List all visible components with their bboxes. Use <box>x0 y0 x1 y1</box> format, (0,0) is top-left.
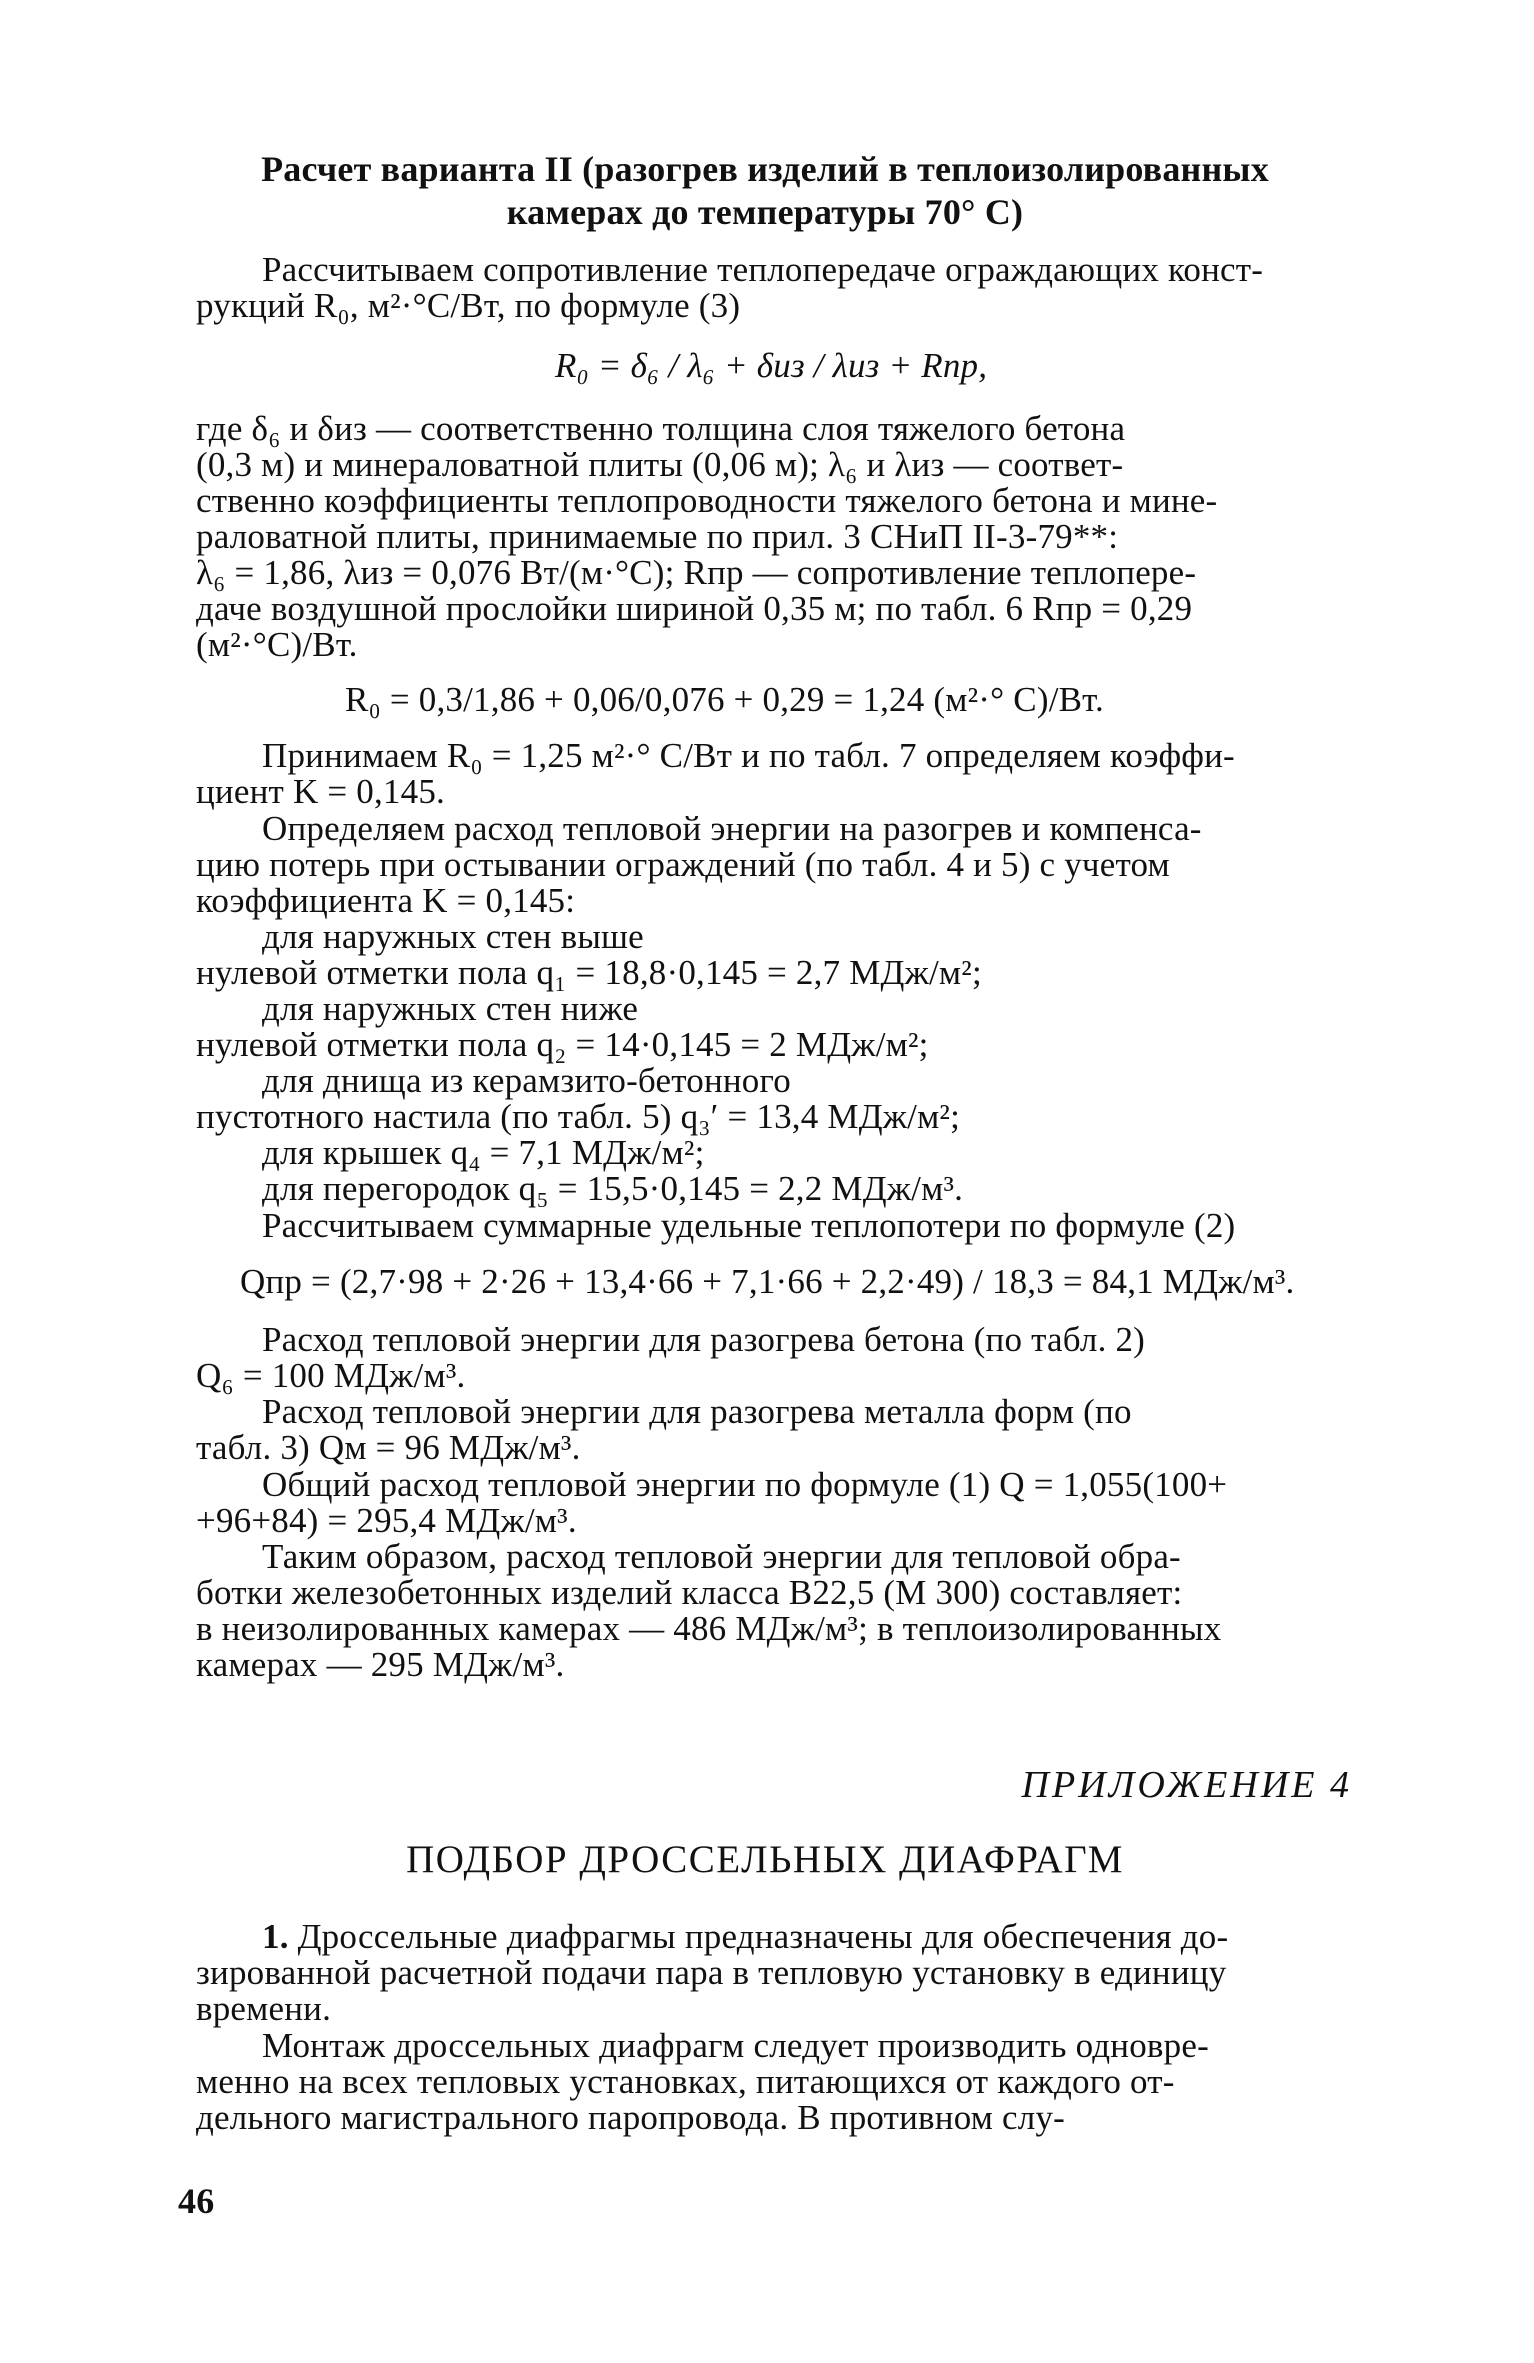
paragraph-line: +96+84) = 295,4 МДж/м³. <box>196 1501 577 1540</box>
paragraph-line: в неизолированных камерах — 486 МДж/м³; в теплоизолированных <box>196 1609 1222 1648</box>
paragraph-line: рукций R₀, м²·°С/Вт, по формуле (3) <box>196 286 741 325</box>
paragraph-line: камерах — 295 МДж/м³. <box>196 1645 565 1684</box>
list-item: для наружных стен ниже <box>262 989 639 1028</box>
paragraph-line: ботки железобетонных изделий класса В22,5 (М 300) составляет: <box>196 1573 1183 1612</box>
paragraph-line: Принимаем R₀ = 1,25 м²·° С/Вт и по табл. 7 определяем коэффи- <box>262 736 1235 775</box>
paragraph-line: Общий расход тепловой энергии по формуле (1) Q = 1,055(100+ <box>262 1465 1228 1504</box>
paragraph-line: (м²·°С)/Вт. <box>196 625 358 664</box>
paragraph-line: где δ₆ и δиз — соответственно толщина слоя тяжелого бетона <box>196 409 1126 448</box>
paragraph-line: Рассчитываем суммарные удельные теплопотери по формуле (2) <box>262 1206 1236 1245</box>
formula: R₀ = 0,3/1,86 + 0,06/0,076 + 0,29 = 1,24 (м²·° С)/Вт. <box>345 680 1104 719</box>
paragraph-line: даче воздушной прослойки шириной 0,35 м; по табл. 6 Rпр = 0,29 <box>196 589 1193 628</box>
paragraph-line: зированной расчетной подачи пара в тепловую установку в единицу <box>196 1953 1227 1992</box>
paragraph-line: ственно коэффициенты теплопроводности тяжелого бетона и мине- <box>196 481 1218 520</box>
list-item: нулевой отметки пола q₂ = 14·0,145 = 2 МДж/м²; <box>196 1025 929 1064</box>
paragraph-line: Q₆ = 100 МДж/м³. <box>196 1356 466 1395</box>
list-item: для днища из керамзито-бетонного <box>262 1061 791 1100</box>
paragraph-line: Расход тепловой энергии для разогрева металла форм (по <box>262 1392 1132 1431</box>
paragraph-line: менно на всех тепловых установках, питающихся от каждого от- <box>196 2062 1175 2101</box>
list-item: для крышек q₄ = 7,1 МДж/м²; <box>262 1133 705 1172</box>
paragraph-line: цию потерь при остывании ограждений (по табл. 4 и 5) с учетом <box>196 845 1170 884</box>
list-item: для наружных стен выше <box>262 917 644 956</box>
section-heading: ПОДБОР ДРОССЕЛЬНЫХ ДИАФРАГМ <box>406 1838 1124 1881</box>
formula: R₀ = δ₆ / λ₆ + δиз / λиз + Rпр, <box>555 346 988 385</box>
paragraph-line: раловатной плиты, принимаемые по прил. 3 СНиП II-3-79**: <box>196 517 1119 556</box>
appendix-label: ПРИЛОЖЕНИЕ 4 <box>1021 1764 1352 1806</box>
paragraph-line: времени. <box>196 1989 332 2028</box>
paragraph-line: табл. 3) Qм = 96 МДж/м³. <box>196 1428 581 1467</box>
list-item: пустотного настила (по табл. 5) q₃′ = 13,4 МДж/м²; <box>196 1097 961 1136</box>
section-title-line-1: Расчет варианта II (разогрев изделий в теплоизолированных <box>261 149 1269 189</box>
formula: Qпр = (2,7·98 + 2·26 + 13,4·66 + 7,1·66 + 2,2·49) / 18,3 = 84,1 МДж/м³. <box>240 1262 1295 1301</box>
paragraph-line: циент K = 0,145. <box>196 772 445 811</box>
paragraph-line: коэффициента K = 0,145: <box>196 881 576 920</box>
numbered-paragraph <box>262 1918 1228 1956</box>
paragraph-line: Рассчитываем сопротивление теплопередаче ограждающих конст- <box>262 250 1264 289</box>
paragraph-line: дельного магистрального паропровода. В противном слу- <box>196 2098 1066 2137</box>
section-title-line-2: камерах до температуры 70° С) <box>506 192 1024 232</box>
paragraph-line: Монтаж дроссельных диафрагм следует производить одновре- <box>262 2026 1209 2065</box>
paragraph-line: Дроссельные диафрагмы предназначены для обеспечения до- <box>297 1917 1229 1956</box>
list-item: для перегородок q₅ = 15,5·0,145 = 2,2 МДж/м³. <box>262 1169 964 1208</box>
page-number: 46 <box>178 2181 215 2221</box>
paragraph-line: (0,3 м) и минераловатной плиты (0,06 м); λ₆ и λиз — соответ- <box>196 445 1124 484</box>
paragraph-line: Определяем расход тепловой энергии на разогрев и компенса- <box>262 809 1202 848</box>
paragraph-line: Таким образом, расход тепловой энергии для тепловой обра- <box>262 1537 1181 1576</box>
paragraph-line: λ₆ = 1,86, λиз = 0,076 Вт/(м·°С); Rпр — сопротивление теплопере- <box>196 553 1197 592</box>
item-number: 1. <box>262 1917 289 1956</box>
paragraph-line: Расход тепловой энергии для разогрева бетона (по табл. 2) <box>262 1320 1146 1359</box>
list-item: нулевой отметки пола q₁ = 18,8·0,145 = 2,7 МДж/м²; <box>196 953 982 992</box>
